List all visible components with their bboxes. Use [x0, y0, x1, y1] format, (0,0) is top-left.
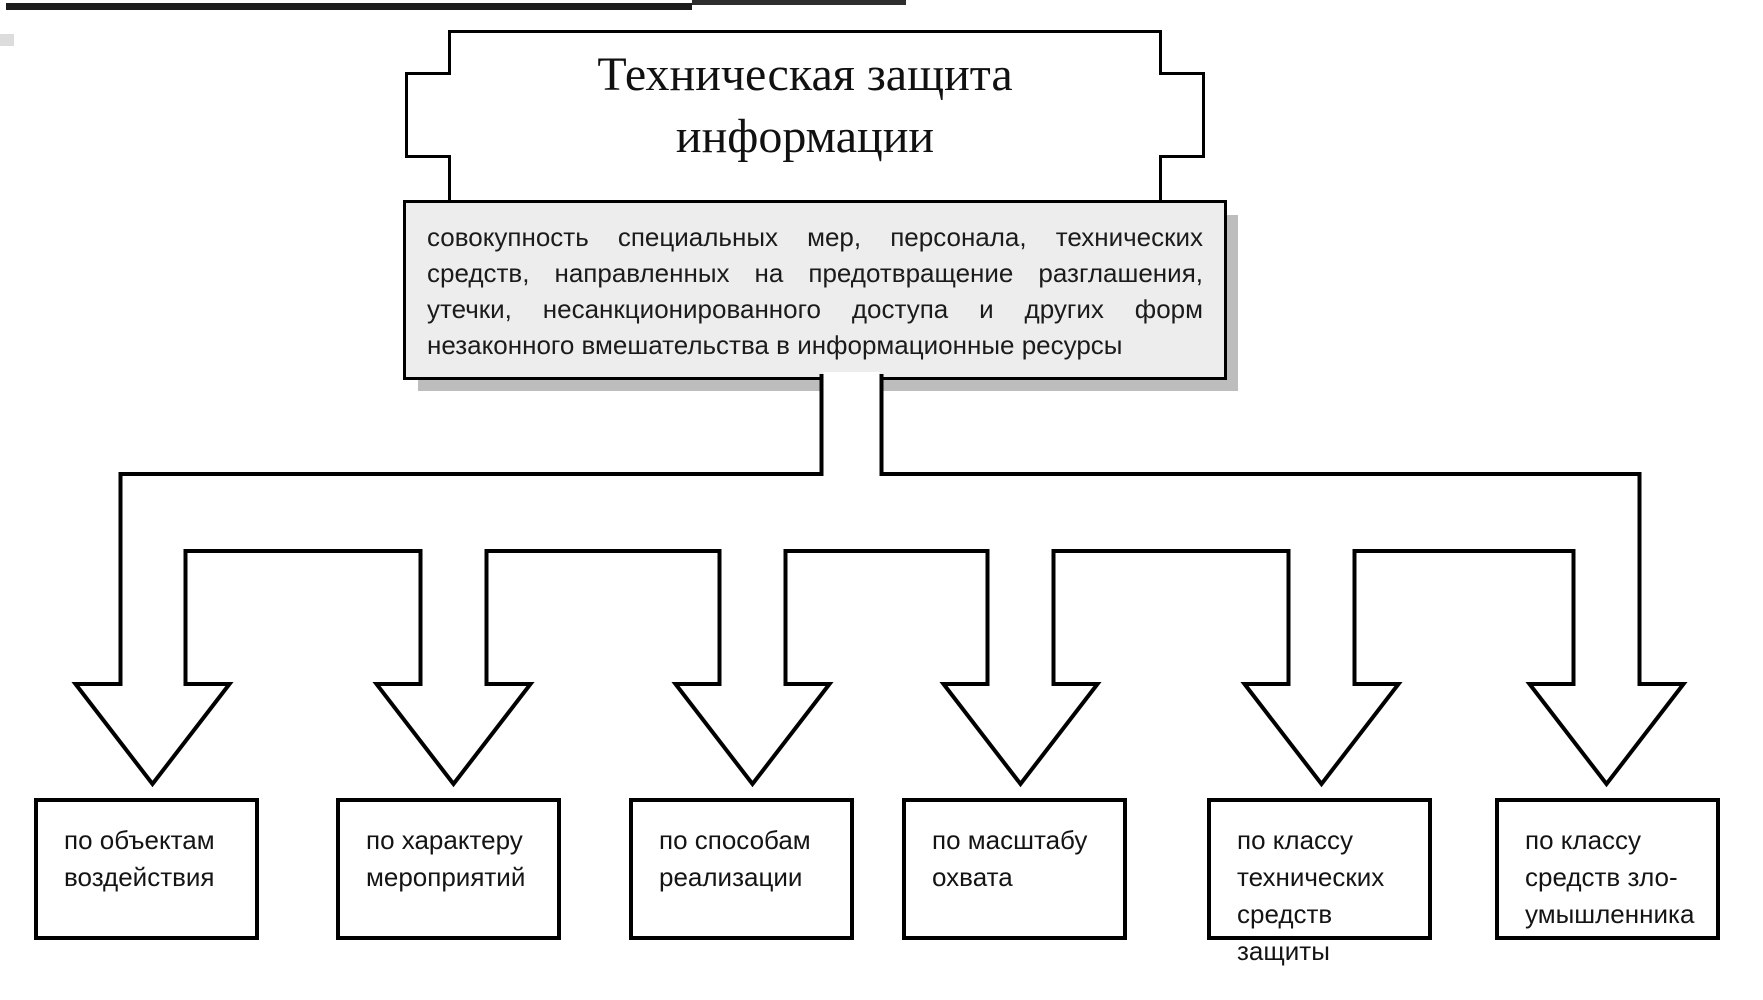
category-line: реализации [659, 862, 803, 892]
category-line: по характеру [366, 825, 523, 855]
definition-line-1: совокупность специальных мер, персонала, технических [427, 222, 1203, 252]
category-line: по классу [1237, 825, 1354, 855]
category-line: воздействия [64, 862, 215, 892]
definition-line-2: средств, направленных на предотвращение разглашения, [427, 258, 1203, 288]
category-line: средств зло- [1525, 862, 1678, 892]
category-line: технических [1237, 862, 1385, 892]
category-line: мероприятий [366, 862, 526, 892]
title-line-2: информации [675, 110, 935, 163]
category-line: по способам [659, 825, 811, 855]
tree-connector-path [76, 374, 1684, 784]
category-line: по объектам [64, 825, 215, 855]
title-line-1: Техническая защита [597, 48, 1013, 101]
category-line: по классу [1525, 825, 1642, 855]
pipe-gap-mask [824, 372, 880, 472]
category-line: охвата [932, 862, 1013, 892]
category-line: по масштабу [932, 825, 1088, 855]
category-line: умышленника [1525, 899, 1695, 929]
definition-line-3: утечки, несанкционированного доступа и других форм [427, 294, 1203, 324]
definition-line-4: незаконного вмешательства в информационные ресурсы [427, 330, 1123, 360]
category-line: средств защиты [1237, 899, 1333, 966]
